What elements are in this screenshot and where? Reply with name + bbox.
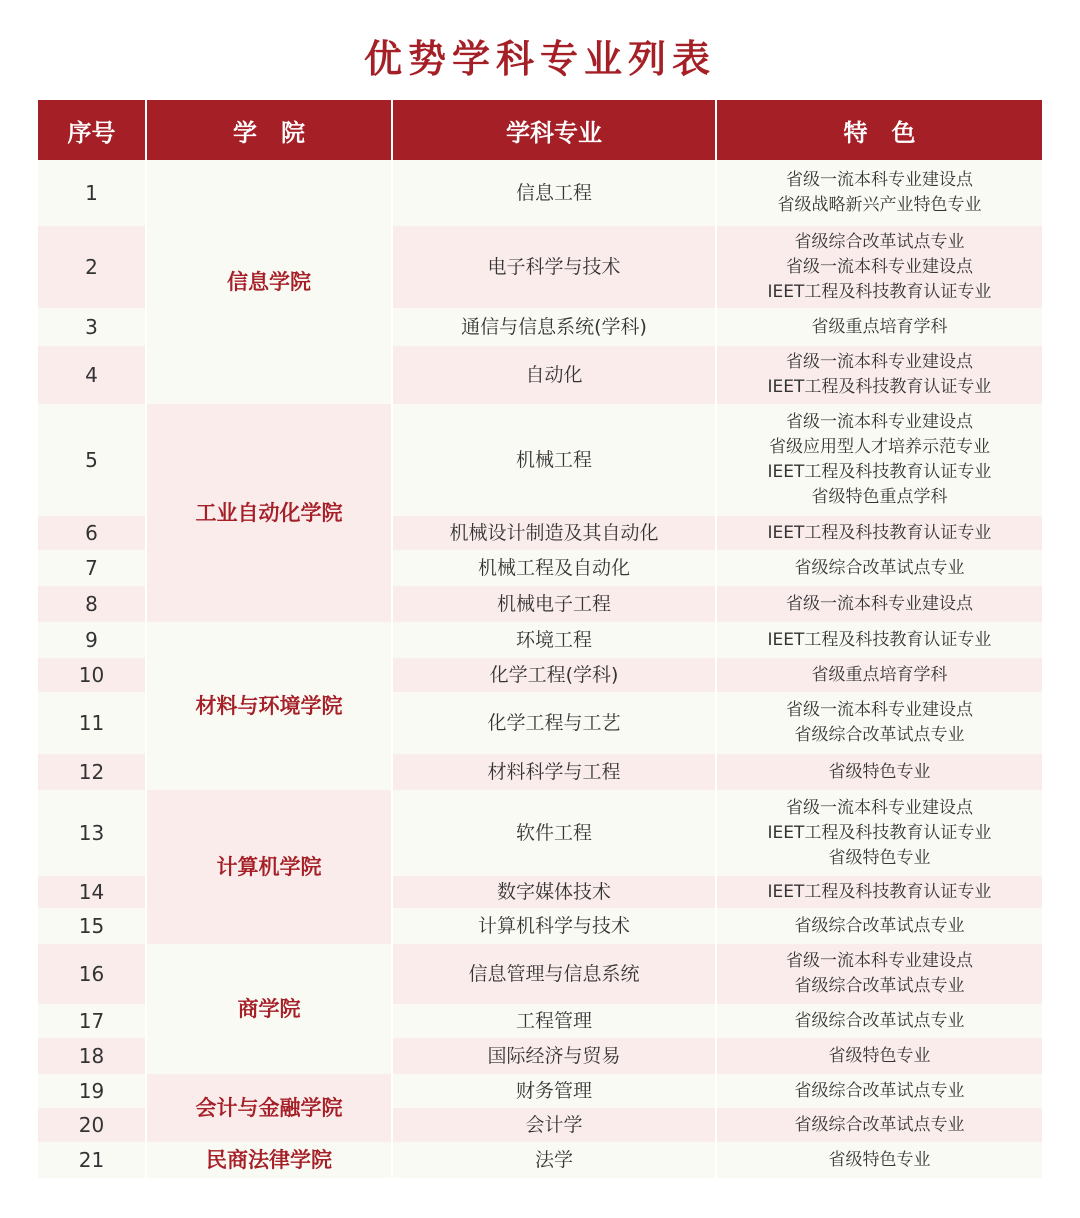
major-name: 国际经济与贸易 [392, 1038, 716, 1074]
major-name: 机械工程及自动化 [392, 550, 716, 586]
feature-line: 省级一流本科专业建设点 [786, 412, 973, 432]
majors-table [38, 100, 1042, 1178]
major-name: 环境工程 [392, 622, 716, 658]
feature-line: 省级综合改革试点专业 [794, 1010, 965, 1031]
major-name: 机械设计制造及其自动化 [392, 516, 716, 550]
feature-cell [716, 790, 1042, 876]
college-name: 民商法律学院 [146, 1142, 392, 1178]
major-name: 机械电子工程 [392, 586, 716, 622]
major-name: 电子科学与技术 [392, 226, 716, 308]
feature-cell [716, 622, 1042, 658]
feature-line: 省级特色重点学科 [811, 487, 948, 507]
row-index: 14 [38, 876, 146, 908]
feature-cell [716, 516, 1042, 550]
feature-line: 省级应用型人才培养示范专业 [769, 437, 990, 457]
major-name: 软件工程 [392, 790, 716, 876]
college-name: 信息学院 [146, 160, 392, 404]
college-name: 商学院 [146, 944, 392, 1074]
feature-line: 省级特色专业 [828, 1149, 931, 1170]
major-name: 会计学 [392, 1108, 716, 1142]
row-index: 3 [38, 308, 146, 346]
feature-line: 省级综合改革试点专业 [794, 915, 965, 936]
major-name: 信息管理与信息系统 [392, 944, 716, 1004]
feature-line: 省级一流本科专业建设点 [786, 700, 973, 720]
feature-cell [716, 404, 1042, 516]
college-name: 计算机学院 [146, 790, 392, 944]
major-name: 信息工程 [392, 160, 716, 226]
major-name: 化学工程与工艺 [392, 692, 716, 754]
row-index: 6 [38, 516, 146, 550]
table-header-row [38, 100, 1042, 160]
major-name: 计算机科学与技术 [392, 908, 716, 944]
feature-cell [716, 754, 1042, 790]
feature-line: 省级一流本科专业建设点 [786, 951, 973, 971]
row-index: 11 [38, 692, 146, 754]
feature-cell [716, 908, 1042, 944]
major-name: 通信与信息系统(学科) [392, 308, 716, 346]
row-index: 5 [38, 404, 146, 516]
header-feature: 特 色 [716, 100, 1042, 160]
row-index: 4 [38, 346, 146, 404]
row-index: 9 [38, 622, 146, 658]
row-index: 7 [38, 550, 146, 586]
feature-line: 省级特色专业 [828, 761, 931, 782]
feature-cell [716, 1108, 1042, 1142]
row-index: 19 [38, 1074, 146, 1108]
major-name: 工程管理 [392, 1004, 716, 1038]
row-index: 12 [38, 754, 146, 790]
feature-line: 省级重点培育学科 [811, 316, 948, 337]
table-body [38, 160, 1042, 1178]
row-index: 2 [38, 226, 146, 308]
header-major: 学科专业 [392, 100, 716, 160]
row-index: 15 [38, 908, 146, 944]
feature-line: IEET工程及科技教育认证专业 [767, 629, 992, 650]
feature-cell [716, 1004, 1042, 1038]
table-row [38, 1074, 1042, 1108]
major-name: 财务管理 [392, 1074, 716, 1108]
feature-cell [716, 308, 1042, 346]
college-name: 材料与环境学院 [146, 622, 392, 790]
major-name: 数字媒体技术 [392, 876, 716, 908]
feature-cell [716, 1038, 1042, 1074]
feature-line: IEET工程及科技教育认证专业 [767, 522, 992, 543]
feature-line: IEET工程及科技教育认证专业 [767, 377, 992, 397]
feature-line: 省级特色专业 [828, 847, 931, 868]
feature-cell [716, 160, 1042, 226]
feature-line: 省级综合改革试点专业 [794, 976, 965, 996]
row-index: 8 [38, 586, 146, 622]
major-name: 化学工程(学科) [392, 658, 716, 692]
feature-line: 省级综合改革试点专业 [794, 557, 965, 578]
feature-line: IEET工程及科技教育认证专业 [767, 881, 992, 902]
major-name: 机械工程 [392, 404, 716, 516]
major-name: 自动化 [392, 346, 716, 404]
feature-line: 省级一流本科专业建设点 [786, 352, 973, 372]
header-college: 学 院 [146, 100, 392, 160]
feature-line: 省级一流本科专业建设点 [786, 593, 973, 614]
feature-line: 省级一流本科专业建设点 [786, 170, 973, 190]
feature-cell [716, 1142, 1042, 1178]
table-row [38, 1142, 1042, 1178]
feature-line: 省级一流本科专业建设点 [786, 797, 973, 818]
feature-line: 省级综合改革试点专业 [794, 725, 965, 745]
feature-line: 省级综合改革试点专业 [794, 1114, 965, 1135]
row-index: 16 [38, 944, 146, 1004]
table-row [38, 944, 1042, 1004]
row-index: 13 [38, 790, 146, 876]
major-name: 法学 [392, 1142, 716, 1178]
feature-line: 省级综合改革试点专业 [794, 1080, 965, 1101]
row-index: 10 [38, 658, 146, 692]
feature-cell [716, 226, 1042, 308]
row-index: 21 [38, 1142, 146, 1178]
feature-cell [716, 550, 1042, 586]
feature-cell [716, 1074, 1042, 1108]
feature-line: 省级一流本科专业建设点 [786, 256, 973, 277]
header-index: 序号 [38, 100, 146, 160]
feature-cell [716, 346, 1042, 404]
row-index: 20 [38, 1108, 146, 1142]
row-index: 18 [38, 1038, 146, 1074]
feature-line: 省级特色专业 [828, 1045, 931, 1066]
feature-line: IEET工程及科技教育认证专业 [767, 822, 992, 843]
table-row [38, 404, 1042, 516]
feature-cell [716, 692, 1042, 754]
feature-line: 省级综合改革试点专业 [794, 231, 965, 252]
feature-line: 省级战略新兴产业特色专业 [777, 195, 982, 215]
table-row [38, 790, 1042, 876]
page-title: 优势学科专业列表 [363, 37, 716, 81]
college-name: 工业自动化学院 [146, 404, 392, 622]
table-row [38, 160, 1042, 226]
feature-line: IEET工程及科技教育认证专业 [767, 281, 992, 302]
table-row [38, 622, 1042, 658]
feature-line: 省级重点培育学科 [811, 664, 948, 685]
row-index: 17 [38, 1004, 146, 1038]
feature-cell [716, 944, 1042, 1004]
major-name: 材料科学与工程 [392, 754, 716, 790]
feature-cell [716, 876, 1042, 908]
feature-cell [716, 658, 1042, 692]
feature-line: IEET工程及科技教育认证专业 [767, 462, 992, 482]
college-name: 会计与金融学院 [146, 1074, 392, 1142]
feature-cell [716, 586, 1042, 622]
row-index: 1 [38, 160, 146, 226]
